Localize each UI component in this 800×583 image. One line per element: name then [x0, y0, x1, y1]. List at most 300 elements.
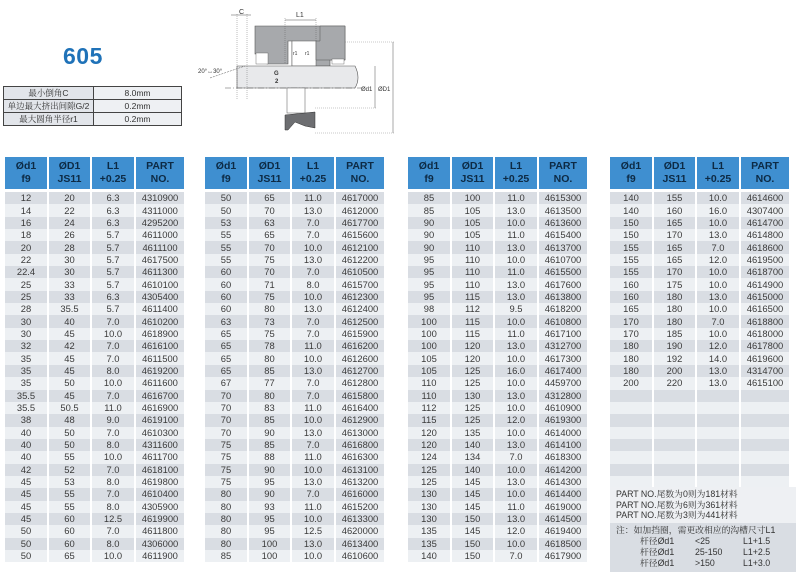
- cell-housing-diameter: 50: [49, 377, 90, 389]
- cell-rod-diameter: 85: [205, 550, 247, 562]
- header-line1: L1: [509, 160, 523, 172]
- table-row: [610, 427, 789, 439]
- l1-adjustment: L1+1.5: [743, 536, 771, 546]
- cell-groove-length: 8.0: [92, 501, 134, 513]
- table-row: [205, 427, 384, 439]
- cell-housing-diameter: 30: [49, 266, 90, 278]
- cell-part-number: 4618800: [741, 315, 789, 327]
- cell-groove-length: 12.0: [697, 340, 739, 352]
- cell-part-number: 4617800: [741, 340, 789, 352]
- cell-part-number: 4610400: [136, 488, 184, 500]
- cell-rod-diameter: 70: [205, 390, 247, 402]
- cell-groove-length: 13.0: [495, 439, 537, 451]
- cell-rod-diameter: 65: [205, 365, 247, 377]
- label-angle: 20°↔30°: [198, 69, 223, 75]
- cell-housing-diameter: [654, 414, 695, 426]
- cell-housing-diameter: 33: [49, 291, 90, 303]
- table-row: [408, 390, 587, 402]
- cell-part-number: 4610700: [539, 254, 587, 266]
- cell-housing-diameter: 150: [452, 550, 493, 562]
- table-row: [610, 192, 789, 204]
- table-row: [205, 402, 384, 414]
- cell-housing-diameter: 63: [249, 217, 290, 229]
- table-row: [408, 365, 587, 377]
- cell-housing-diameter: 45: [49, 352, 90, 364]
- cell-groove-length: 9.0: [92, 414, 134, 426]
- cell-rod-diameter: 63: [205, 315, 247, 327]
- cell-part-number: [741, 402, 789, 414]
- cell-housing-diameter: 28: [49, 241, 90, 253]
- table-row: [205, 501, 384, 513]
- cell-groove-length: 5.7: [92, 229, 134, 241]
- cell-housing-diameter: 85: [249, 365, 290, 377]
- cell-groove-length: 10.0: [292, 464, 334, 476]
- cell-rod-diameter: 85: [408, 204, 450, 216]
- cell-part-number: 4617400: [539, 365, 587, 377]
- cell-groove-length: 5.7: [92, 303, 134, 315]
- cell-housing-diameter: 105: [452, 217, 493, 229]
- table-row: [5, 439, 184, 451]
- cell-groove-length: 5.7: [92, 254, 134, 266]
- cell-part-number: 4610500: [336, 266, 384, 278]
- cell-housing-diameter: 45: [49, 328, 90, 340]
- header-line1: ØD1: [258, 160, 281, 172]
- cell-housing-diameter: 45: [49, 365, 90, 377]
- cell-part-number: 4616900: [136, 402, 184, 414]
- table-row: [610, 328, 789, 340]
- cell-part-number: 4618600: [741, 241, 789, 253]
- table-row: [5, 229, 184, 241]
- cell-part-number: 4312800: [539, 390, 587, 402]
- column-header-groove-length: [697, 157, 739, 192]
- cell-groove-length: 11.0: [292, 192, 334, 204]
- table-row: [408, 402, 587, 414]
- table-row: [5, 315, 184, 327]
- cell-groove-length: 10.0: [697, 192, 739, 204]
- cell-housing-diameter: 35.5: [49, 303, 90, 315]
- cell-part-number: 4612000: [336, 204, 384, 216]
- cell-part-number: 4611400: [136, 303, 184, 315]
- spec-label: 最大圆角半径r1: [4, 113, 94, 126]
- cell-part-number: 4614600: [741, 192, 789, 204]
- cell-groove-length: 6.3: [92, 204, 134, 216]
- size-table-1: [3, 157, 186, 562]
- cell-groove-length: 11.0: [292, 451, 334, 463]
- housing-right: [316, 26, 345, 60]
- cell-part-number: 4618900: [136, 328, 184, 340]
- table-row: [610, 464, 789, 476]
- cell-housing-diameter: 22: [49, 204, 90, 216]
- cell-groove-length: 13.0: [292, 365, 334, 377]
- header-line1: Ød1: [620, 160, 642, 172]
- cell-rod-diameter: 130: [408, 513, 450, 525]
- cell-housing-diameter: 160: [654, 204, 695, 216]
- cell-part-number: 4619900: [136, 513, 184, 525]
- cell-part-number: 4618100: [136, 464, 184, 476]
- table-row: [5, 451, 184, 463]
- column-header-housing-diameter: [49, 157, 90, 192]
- cell-groove-length: 10.0: [292, 352, 334, 364]
- column-header-groove-length: [92, 157, 134, 192]
- cell-part-number: 4614800: [741, 229, 789, 241]
- cell-rod-diameter: 130: [408, 488, 450, 500]
- cell-part-number: 4305900: [136, 501, 184, 513]
- table-row: [5, 427, 184, 439]
- cell-groove-length: 9.5: [495, 303, 537, 315]
- cell-housing-diameter: 40: [49, 315, 90, 327]
- table-row: [5, 464, 184, 476]
- cell-part-number: 4611800: [136, 525, 184, 537]
- material-note: PART NO.尾数为6则为361材料: [616, 499, 738, 510]
- cell-housing-diameter: 75: [249, 254, 290, 266]
- cell-housing-diameter: 125: [452, 365, 493, 377]
- cell-housing-diameter: 80: [249, 390, 290, 402]
- header-line1: PART: [146, 160, 174, 172]
- table-row: [610, 241, 789, 253]
- cell-housing-diameter: 90: [249, 464, 290, 476]
- cell-groove-length: 13.0: [292, 538, 334, 550]
- header-line1: ØD1: [663, 160, 686, 172]
- cell-part-number: 4295200: [136, 217, 184, 229]
- cell-housing-diameter: 180: [654, 303, 695, 315]
- cell-part-number: [741, 464, 789, 476]
- cell-housing-diameter: 65: [249, 229, 290, 241]
- table-row: [610, 254, 789, 266]
- diameter-range: 25-150: [695, 547, 723, 557]
- table-row: [408, 217, 587, 229]
- cell-housing-diameter: 115: [452, 328, 493, 340]
- cell-groove-length: 7.0: [292, 266, 334, 278]
- header-line1: Ød1: [215, 160, 237, 172]
- spec-value: 8.0mm: [94, 87, 182, 100]
- cell-groove-length: 7.0: [292, 328, 334, 340]
- cell-rod-diameter: 25: [5, 278, 47, 290]
- table-row: [205, 291, 384, 303]
- table-row: [5, 291, 184, 303]
- cell-groove-length: 10.0: [697, 328, 739, 340]
- cell-groove-length: 13.0: [495, 204, 537, 216]
- cell-groove-length: 13.0: [697, 365, 739, 377]
- header-line1: PART: [751, 160, 779, 172]
- cell-housing-diameter: 140: [452, 464, 493, 476]
- table-row: [408, 451, 587, 463]
- table-row: [205, 254, 384, 266]
- cell-groove-length: 7.0: [92, 390, 134, 402]
- cell-housing-diameter: 150: [452, 513, 493, 525]
- cell-groove-length: 12.5: [292, 525, 334, 537]
- cell-groove-length: 10.0: [495, 352, 537, 364]
- cell-rod-diameter: 98: [408, 303, 450, 315]
- cell-housing-diameter: 90: [249, 488, 290, 500]
- cell-rod-diameter: 100: [408, 340, 450, 352]
- cell-housing-diameter: 77: [249, 377, 290, 389]
- cell-part-number: 4311000: [136, 204, 184, 216]
- cell-groove-length: 10.0: [495, 217, 537, 229]
- cell-part-number: 4614000: [539, 427, 587, 439]
- cell-rod-diameter: 120: [408, 439, 450, 451]
- header-line2: f9: [626, 173, 636, 185]
- cell-rod-diameter: 35.5: [5, 390, 47, 402]
- cell-housing-diameter: 75: [249, 291, 290, 303]
- cell-housing-diameter: 110: [452, 278, 493, 290]
- cell-rod-diameter: 40: [5, 451, 47, 463]
- cell-rod-diameter: [610, 464, 652, 476]
- cell-groove-length: 13.0: [292, 427, 334, 439]
- header-line2: f9: [424, 173, 434, 185]
- table-row: [408, 501, 587, 513]
- cell-groove-length: 11.0: [495, 501, 537, 513]
- cell-rod-diameter: 45: [5, 513, 47, 525]
- cell-part-number: 4614300: [539, 476, 587, 488]
- cell-part-number: 4612800: [336, 377, 384, 389]
- header-line1: Ød1: [15, 160, 37, 172]
- cell-groove-length: 12.0: [495, 414, 537, 426]
- column-header-groove-length: [292, 157, 334, 192]
- cell-groove-length: 13.0: [495, 390, 537, 402]
- cell-groove-length: 8.0: [92, 439, 134, 451]
- cell-part-number: 4619600: [741, 352, 789, 364]
- cell-housing-diameter: 115: [452, 315, 493, 327]
- table-row: [408, 439, 587, 451]
- cell-part-number: 4612300: [336, 291, 384, 303]
- table-row: [205, 229, 384, 241]
- cell-rod-diameter: 35: [5, 377, 47, 389]
- cell-rod-diameter: 60: [205, 278, 247, 290]
- cell-groove-length: 13.0: [292, 254, 334, 266]
- cell-rod-diameter: 25: [5, 291, 47, 303]
- cell-rod-diameter: 32: [5, 340, 47, 352]
- cell-groove-length: 13.0: [697, 377, 739, 389]
- cell-rod-diameter: 95: [408, 266, 450, 278]
- cell-rod-diameter: 70: [205, 427, 247, 439]
- cell-groove-length: 10.0: [292, 414, 334, 426]
- header-line1: L1: [106, 160, 120, 172]
- cell-groove-length: 10.0: [92, 451, 134, 463]
- cell-part-number: 4616800: [336, 439, 384, 451]
- cell-housing-diameter: 80: [249, 352, 290, 364]
- table-row: [610, 390, 789, 402]
- cell-part-number: 4618700: [741, 266, 789, 278]
- table-row: [5, 340, 184, 352]
- material-note: PART NO.尾数为3则为441材料: [616, 510, 738, 520]
- l1-adjustment: L1+3.0: [743, 558, 771, 568]
- cell-rod-diameter: [610, 402, 652, 414]
- table-row: [408, 278, 587, 290]
- cell-groove-length: 7.0: [495, 550, 537, 562]
- cell-part-number: 4611500: [136, 352, 184, 364]
- cell-rod-diameter: 75: [205, 439, 247, 451]
- cell-rod-diameter: 155: [610, 266, 652, 278]
- cell-rod-diameter: 65: [205, 328, 247, 340]
- cell-rod-diameter: 80: [205, 501, 247, 513]
- table-row: [610, 266, 789, 278]
- table-row: [408, 340, 587, 352]
- cell-groove-length: 6.3: [92, 217, 134, 229]
- cell-part-number: 4611000: [136, 229, 184, 241]
- table-row: [5, 303, 184, 315]
- cell-housing-diameter: 185: [654, 328, 695, 340]
- cell-part-number: 4619500: [741, 254, 789, 266]
- cell-groove-length: 7.0: [92, 340, 134, 352]
- table-row: [5, 204, 184, 216]
- cell-rod-diameter: 180: [610, 365, 652, 377]
- rod-shape: [237, 66, 358, 88]
- cell-part-number: 4613600: [539, 217, 587, 229]
- table-row: [205, 315, 384, 327]
- l1-adjustment: L1+2.5: [743, 547, 771, 557]
- cell-rod-diameter: 50: [5, 550, 47, 562]
- column-header-rod-diameter: [5, 157, 47, 192]
- spec-label: 单边最大挤出间隙G/2: [4, 100, 94, 113]
- cell-housing-diameter: 65: [49, 550, 90, 562]
- table-row: [5, 217, 184, 229]
- cell-groove-length: [697, 427, 739, 439]
- cell-groove-length: 7.0: [92, 352, 134, 364]
- cell-housing-diameter: 112: [452, 303, 493, 315]
- cell-rod-diameter: [610, 414, 652, 426]
- cell-part-number: 4610100: [136, 278, 184, 290]
- label-r1-left: r1: [293, 51, 298, 57]
- label-l1: L1: [296, 12, 304, 19]
- cell-rod-diameter: 140: [408, 550, 450, 562]
- cell-groove-length: 12.0: [697, 254, 739, 266]
- cell-housing-diameter: 20: [49, 192, 90, 204]
- table-row: [5, 328, 184, 340]
- header-line2: f9: [21, 173, 31, 185]
- cell-rod-diameter: 70: [205, 414, 247, 426]
- cell-housing-diameter: 75: [249, 328, 290, 340]
- cell-part-number: 4311600: [136, 439, 184, 451]
- table-row: [610, 217, 789, 229]
- cell-housing-diameter: 78: [249, 340, 290, 352]
- cell-housing-diameter: 83: [249, 402, 290, 414]
- cell-part-number: 4611600: [136, 377, 184, 389]
- cell-part-number: 4612200: [336, 254, 384, 266]
- rod-diameter-label: 杆径Ød1: [640, 547, 675, 557]
- cell-part-number: 4619400: [539, 525, 587, 537]
- table-row: [205, 303, 384, 315]
- cell-part-number: 4613100: [336, 464, 384, 476]
- cell-housing-diameter: 80: [249, 303, 290, 315]
- cell-housing-diameter: 120: [452, 340, 493, 352]
- cell-groove-length: 10.0: [292, 291, 334, 303]
- header-line2: JS11: [257, 173, 282, 185]
- cell-housing-diameter: 53: [49, 476, 90, 488]
- cell-rod-diameter: 150: [610, 229, 652, 241]
- chamfer-slot: [256, 53, 268, 64]
- cell-rod-diameter: 110: [408, 390, 450, 402]
- cell-part-number: 4617900: [539, 550, 587, 562]
- column-header-part-number: [741, 157, 789, 192]
- cell-groove-length: 7.0: [92, 525, 134, 537]
- cell-groove-length: 13.0: [697, 229, 739, 241]
- cell-housing-diameter: 50: [49, 427, 90, 439]
- table-row: [5, 278, 184, 290]
- cell-rod-diameter: 22.4: [5, 266, 47, 278]
- cell-rod-diameter: 110: [408, 377, 450, 389]
- table-row: [5, 377, 184, 389]
- cell-groove-length: 16.0: [697, 204, 739, 216]
- cell-groove-length: 5.7: [92, 241, 134, 253]
- header-line2: +0.25: [99, 173, 127, 185]
- cell-housing-diameter: 115: [452, 291, 493, 303]
- cell-rod-diameter: 170: [610, 328, 652, 340]
- cell-rod-diameter: 200: [610, 377, 652, 389]
- cell-groove-length: 10.0: [697, 303, 739, 315]
- size-table-4: [608, 157, 791, 488]
- header-line2: +0.25: [704, 173, 732, 185]
- cell-groove-length: 8.0: [292, 278, 334, 290]
- cell-rod-diameter: 65: [205, 340, 247, 352]
- cell-part-number: 4613700: [539, 241, 587, 253]
- cell-groove-length: 10.0: [292, 241, 334, 253]
- cell-housing-diameter: 90: [249, 427, 290, 439]
- cell-housing-diameter: 60: [49, 513, 90, 525]
- cell-rod-diameter: 80: [205, 525, 247, 537]
- cell-rod-diameter: 40: [5, 439, 47, 451]
- cell-rod-diameter: 30: [5, 315, 47, 327]
- cell-part-number: 4612900: [336, 414, 384, 426]
- cell-rod-diameter: 112: [408, 402, 450, 414]
- cell-groove-length: 10.0: [697, 266, 739, 278]
- cell-part-number: 4617500: [136, 254, 184, 266]
- table-row: [205, 365, 384, 377]
- header-line1: L1: [306, 160, 320, 172]
- cell-groove-length: 7.0: [92, 315, 134, 327]
- cell-part-number: 4617600: [539, 278, 587, 290]
- cell-housing-diameter: 45: [49, 390, 90, 402]
- table-row: [5, 550, 184, 562]
- cell-part-number: 4312700: [539, 340, 587, 352]
- cell-part-number: 4610300: [136, 427, 184, 439]
- cell-rod-diameter: 140: [610, 204, 652, 216]
- cell-rod-diameter: 70: [205, 402, 247, 414]
- cell-rod-diameter: 45: [5, 488, 47, 500]
- label-g: G: [274, 71, 279, 77]
- table-row: [5, 513, 184, 525]
- cell-part-number: 4614400: [539, 488, 587, 500]
- table-row: [408, 513, 587, 525]
- cell-groove-length: [697, 439, 739, 451]
- size-table-3: [406, 157, 589, 562]
- cell-part-number: 4619300: [539, 414, 587, 426]
- cell-rod-diameter: 80: [205, 513, 247, 525]
- cell-housing-diameter: 60: [49, 525, 90, 537]
- table-row: [408, 538, 587, 550]
- cell-part-number: 4459700: [539, 377, 587, 389]
- cell-rod-diameter: [610, 439, 652, 451]
- seal-cross-section-diagram: [195, 0, 405, 140]
- table-row: [408, 303, 587, 315]
- cell-housing-diameter: 85: [249, 439, 290, 451]
- table-row: [408, 229, 587, 241]
- cell-housing-diameter: 150: [452, 538, 493, 550]
- cell-groove-length: 7.0: [697, 315, 739, 327]
- table-row: [610, 315, 789, 327]
- header-line2: JS11: [662, 173, 687, 185]
- cell-groove-length: 10.0: [495, 488, 537, 500]
- cell-rod-diameter: [610, 427, 652, 439]
- cell-groove-length: 10.0: [495, 377, 537, 389]
- header-line1: ØD1: [461, 160, 484, 172]
- spec-row: [4, 100, 182, 113]
- cell-rod-diameter: 115: [408, 414, 450, 426]
- cell-part-number: 4616700: [136, 390, 184, 402]
- table-row: [408, 241, 587, 253]
- cell-rod-diameter: 135: [408, 525, 450, 537]
- table-row: [5, 241, 184, 253]
- cell-housing-diameter: 70: [249, 204, 290, 216]
